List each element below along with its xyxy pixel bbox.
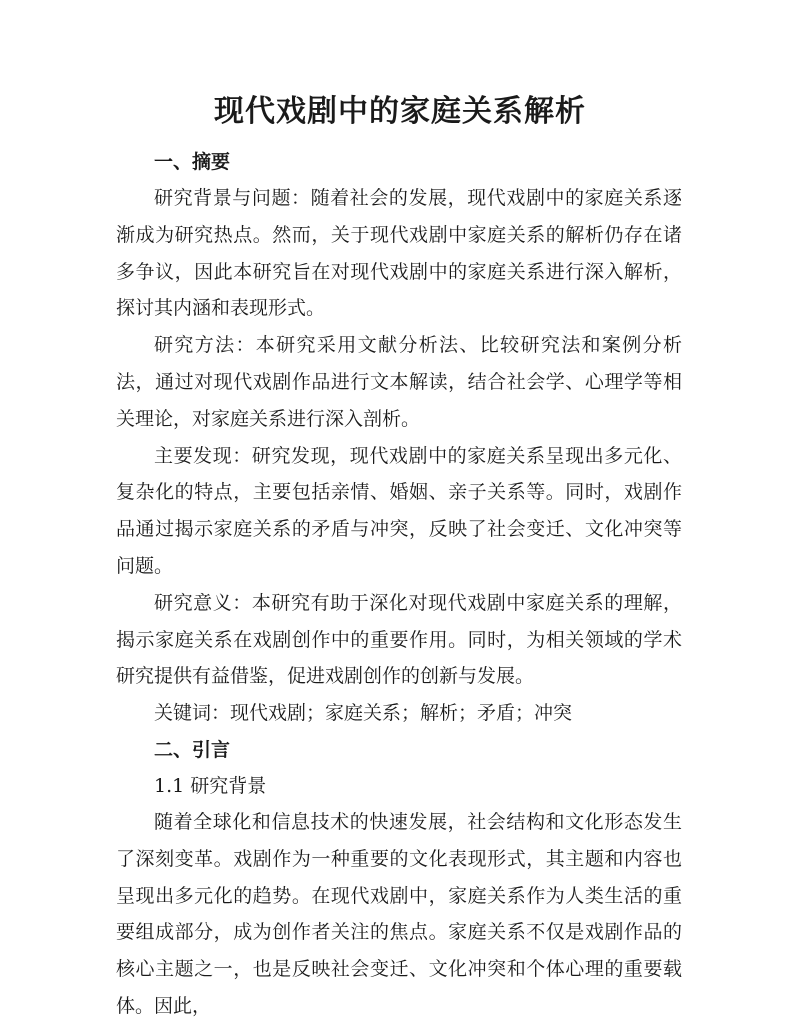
document-body bbox=[116, 144, 682, 1025]
abstract-background-paragraph: 研究背景与问题：随着社会的发展，现代戏剧中的家庭关系逐渐成为研究热点。然而，关于现代戏剧中家庭关系的解析仍存在诸多争议，因此本研究旨在对现代戏剧中的家庭关系进行深入解析，探讨其内涵和表现形式。 bbox=[116, 187, 682, 320]
section-heading-introduction: 二、引言 bbox=[154, 738, 231, 761]
abstract-methods-paragraph: 研究方法：本研究采用文献分析法、比较研究法和案例分析法，通过对现代戏剧作品进行文本解读，结合社会学、心理学等相关理论，对家庭关系进行深入剖析。 bbox=[116, 334, 682, 430]
keywords-line: 关键词：现代戏剧；家庭关系；解析；矛盾；冲突 bbox=[154, 702, 573, 725]
subsection-heading-research-background: 1.1 研究背景 bbox=[154, 774, 267, 797]
abstract-findings-paragraph: 主要发现：研究发现，现代戏剧中的家庭关系呈现出多元化、复杂化的特点，主要包括亲情、婚姻、亲子关系等。同时，戏剧作品通过揭示家庭关系的矛盾与冲突，反映了社会变迁、文化冲突等问题。 bbox=[116, 444, 682, 577]
research-background-paragraph: 随着全球化和信息技术的快速发展，社会结构和文化形态发生了深刻变革。戏剧作为一种重要的文化表现形式，其主题和内容也呈现出多元化的趋势。在现代戏剧中，家庭关系作为人类生活的重要组成部分，成为创作者关注的焦点。家庭关系不仅是戏剧作品的核心主题之一，也是反映社会变迁、文化冲突和个体心理的重要载体。因此， bbox=[116, 810, 682, 1017]
section-heading-abstract: 一、摘要 bbox=[154, 151, 231, 173]
document-title: 现代戏剧中的家庭关系解析 bbox=[214, 94, 586, 129]
abstract-significance-paragraph: 研究意义：本研究有助于深化对现代戏剧中家庭关系的理解，揭示家庭关系在戏剧创作中的重要作用。同时，为相关领域的学术研究提供有益借鉴，促进戏剧创作的创新与发展。 bbox=[116, 591, 682, 688]
